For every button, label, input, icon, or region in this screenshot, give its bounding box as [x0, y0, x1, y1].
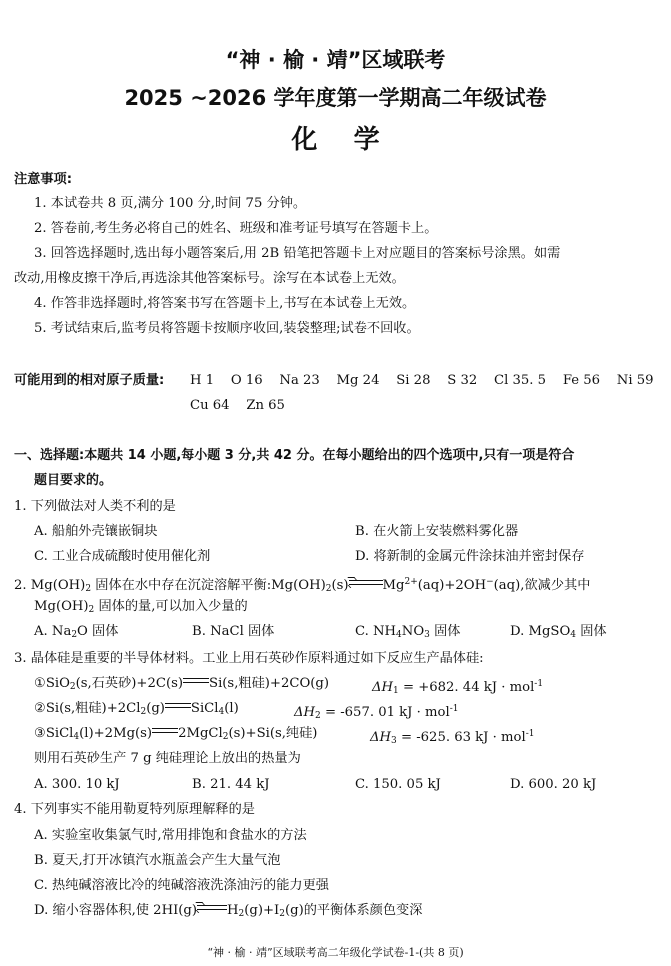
- q3-reaction-2: ②Si(s,粗硅)$+2Cl_2(g)$ SiCl$_4$(l): [34, 701, 239, 717]
- q4-option-b: B. 夏天,打开冰镇汽水瓶盖会产生大量气泡: [34, 853, 281, 868]
- q1-option-d: D. 将新制的金属元件涂抹油并密封保存: [355, 549, 585, 564]
- q2-option-b: B. NaCl 固体: [192, 624, 275, 639]
- atomic-mass-line2: Cu 64 Zn 65: [190, 398, 285, 413]
- atomic-mass-line1: H 1 O 16 Na 23 Mg 24 Si 28 S 32 Cl 35. 5 Fe 56 Ni 59: [190, 373, 654, 388]
- q3-reaction-1: ①SiO$_2$(s,石英砂)+2C(s) Si(s,粗硅)+2CO(g): [34, 676, 329, 692]
- exam-title-line1: “神 · 榆 · 靖”区域联考: [225, 48, 446, 72]
- page-footer: “神 · 榆 · 靖”区域联考高二年级化学试卷-1-(共 8 页): [207, 946, 464, 959]
- q4-option-d: D. 缩小容器体积,使 2HI(g) $H_2(g)+I_2(g)$的平衡体系颜色变深: [34, 903, 423, 919]
- q1-option-b: B. 在火箭上安装燃料雾化器: [355, 524, 519, 539]
- q3-option-b: B. 21. 44 kJ: [192, 777, 270, 792]
- q4-option-c: C. 热纯碱溶液比冷的纯碱溶液洗涤油污的能力更强: [34, 878, 329, 893]
- q3-stem: 3. 晶体硅是重要的半导体材料。工业上用石英砂作原料通过如下反应生产晶体硅:: [14, 651, 484, 666]
- q3-reaction-3: ③SiCl$_4$(l)+2Mg(s) 2MgCl$_2$(s)+Si(s,纯硅): [34, 726, 318, 742]
- notice-item-3-cont: 改动,用橡皮擦干净后,再选涂其他答案标号。涂写在本试卷上无效。: [14, 271, 405, 286]
- notice-item-4: 4. 作答非选择题时,将答案书写在答题卡上,书写在本试卷上无效。: [34, 296, 416, 311]
- q2-stem-cont: $Mg(OH)_2$ 固体的量,可以加入少量的: [34, 599, 248, 615]
- section-heading-cont: 题目要求的。: [34, 473, 113, 488]
- q3-option-d: D. 600. 20 kJ: [510, 777, 597, 792]
- q3-option-c: C. 150. 05 kJ: [355, 777, 441, 792]
- q2-option-a: A. $Na_2O$ 固体: [34, 624, 119, 640]
- q1-stem: 1. 下列做法对人类不利的是: [14, 499, 176, 514]
- q1-option-c: C. 工业合成硫酸时使用催化剂: [34, 549, 211, 564]
- q1-option-a: A. 船舶外壳镶嵌铜块: [34, 524, 158, 539]
- q3-option-a: A. 300. 10 kJ: [34, 777, 120, 792]
- notice-item-1: 1. 本试卷共 8 页,满分 100 分,时间 75 分钟。: [34, 196, 307, 211]
- q3-ask: 则用石英砂生产 7 g 纯硅理论上放出的热量为: [34, 751, 301, 766]
- section-heading: 一、选择题:本题共 14 小题,每小题 3 分,共 42 分。在每小题给出的四个选项中,只有一项是符合: [14, 448, 575, 463]
- notice-item-3: 3. 回答选择题时,选出每小题答案后,用 2B 铅笔把答题卡上对应题目的答案标号涂黑。如需: [34, 246, 561, 261]
- q2-stem: 2. $Mg(OH)_2$ 固体在水中存在沉淀溶解平衡$:Mg(OH)_2(s)$ $Mg^{2+}(aq)+2OH^-(aq)$,欲减少其中: [14, 577, 591, 594]
- exam-title-line2: 2025 ~2026 学年度第一学期高二年级试卷: [124, 86, 547, 110]
- notice-title: 注意事项:: [14, 172, 73, 187]
- atomic-mass-label: 可能用到的相对原子质量:: [14, 373, 165, 388]
- q4-option-a: A. 实验室收集氯气时,常用排饱和食盐水的方法: [34, 828, 307, 843]
- q3-dh-2: $\Delta H_2 = -657$. 01 kJ · mol$^{-1}$: [294, 704, 459, 721]
- q4-stem: 4. 下列事实不能用勒夏特列原理解释的是: [14, 802, 255, 817]
- subject-title: 化 学: [291, 125, 380, 155]
- notice-item-5: 5. 考试结束后,监考员将答题卡按顺序收回,装袋整理;试卷不回收。: [34, 321, 420, 336]
- q2-option-d: D. MgSO$_4$ 固体: [510, 624, 607, 640]
- notice-item-2: 2. 答卷前,考生务必将自己的姓名、班级和准考证号填写在答题卡上。: [34, 221, 438, 236]
- q3-dh-1: $\Delta H_1 = +682$. 44 kJ · mol$^{-1}$: [372, 679, 544, 696]
- q2-option-c: C. $NH_4NO_3$ 固体: [355, 624, 461, 640]
- q3-dh-3: $\Delta H_3 = -625$. 63 kJ · mol$^{-1}$: [370, 729, 535, 746]
